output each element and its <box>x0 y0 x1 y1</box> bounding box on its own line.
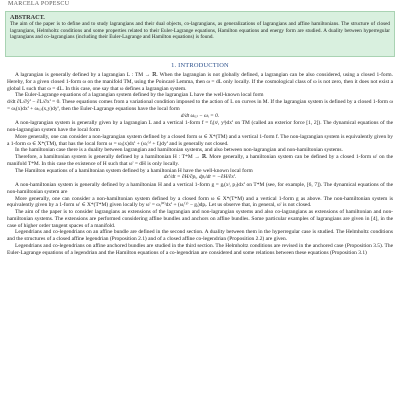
paragraph-5: More generally, one can consider a non-lagrangian system defined by a closed form ω ∈ X*(TM) and a vertical 1-form f. The non-lagrangian system is equivalently given by a 1-form ω ∈ X*(TM), that has the local form ω = ωᵢ(x)dxⁱ + (ωᵢ⁽ᶦ⁾ + fᵢ)dyⁱ and is generally not closed. <box>7 133 393 147</box>
paragraph-9: A non-hamiltonian system is generally defined by a hamiltonian H and a vertical 1-form g = gᵢ(xʲ, pⱼ)dxⁱ on T*M (see, for example, [6, 7]). The dynamical equations of the non-hamiltonian system are <box>7 182 393 195</box>
paragraph-3: d/dt ∂L/∂ẏⁱ − ∂L/∂xⁱ = 0. These equations comes from a variational condition imposed to the action of L on curves in M. If the lagrangian system is defined by a closed 1-form ω = ωᵢ(x)dxⁱ + ω₍ᵢ₎(x,y)dyⁱ, then the Euler-Lagrange equations have the local form <box>7 99 393 112</box>
formula-hamilton: dxⁱ/dt = ∂H/∂pᵢ, dpᵢ/dt = −∂H/∂xⁱ. <box>163 174 237 181</box>
paragraph-12: Legendrians and co-legendrians on an affine bundle are defined in the second section. A duality between them in the hyperregular case is studied. The Helmholtz conditions and the structures of a closed affine legendrian (Proposition 2.1) and of a closed affine co-legendrian (Proposition 2.2) are given. <box>7 229 393 243</box>
paragraph-1: A lagrangian is generally defined by a lagrangian L : TM → ℝ. When the lagrangian is not globally defined, a lagrangian can be also considered, using a closed 1-form. Hereby, for a given closed 1-form ω on the manifold TM, using the Poincaré Lemma, then ω = dL only locally. If the cosmological class of ω is not zero, then it does not exist a global L such that ω = dL. In this case, one say that ω defines a lagrangian system. <box>7 72 393 92</box>
paragraph-6: In the hamiltonian case there is a duality between lagrangian and hamiltonian systems, and also between non-lagrangian and non-hamiltonian systems. <box>15 147 343 154</box>
formula-euler-lagrange: d/dt ω₍ᵢ₎ − ωᵢ = 0. <box>180 112 220 119</box>
abstract-box <box>5 11 395 57</box>
abstract-label: ABSTRACT. <box>10 14 45 21</box>
abstract-text: The aim of the paper is to define and to study lagrangians and their dual objects, co-lagrangians, as generalizations of lagrangians and affine hamiltonians. The structure of closed lagrangians, Helmholtz conditions and some properties related to their Euler-Lagrange equations, Hamilton equations and energy form are studied. A duality between hyperregular lagrangians and co-lagrangians (including their Euler-Lagrange and Hamilton equations) is found. <box>10 21 390 40</box>
paragraph-13: Legendrians and co-legendrians on affine anchored bundles are studied in the third section. The Helmholtz conditions are revised in the anchored case (Proposition 3.5). The Euler-Lagrange equations of a legendrian and the Hamilton equations of a co-legendrian are considered and some relations between these equations (Proposition 3.1) <box>7 242 393 256</box>
paragraph-7: Therefore, a hamiltonian system is generally defined by a hamiltonian H : T*M → ℝ. More generally, a hamiltonian system can be defined by a closed 1-form ω' on the manifold T*M. In this case the existence of H such that ω' = dH is only locally. <box>7 154 393 167</box>
paragraph-8: The Hamilton equations of a hamiltonian system defined by a hamiltonian H have the well-known local form <box>15 167 253 174</box>
paragraph-2: The Euler-Lagrange equations of a lagrangian system defined by the lagrangian L have the well-known local form <box>15 92 264 99</box>
paragraph-11: The aim of the paper is to consider lagrangians as extensions of the lagrangian and non-lagrangian systems and also co-lagrangians as extensions of hamiltonian and non-hamiltonian systems. The extensions are performed considering affine bundles and anchors on affine bundles. Some particular examples of lagrangians are given in [4], in the case of higher order tangent spaces of a manifold. <box>7 209 393 229</box>
paragraph-4: A non-lagrangian system is generally given by a lagrangian L and a vertical 1-form f = fᵢ(xʲ, yʲ)dxⁱ on TM (called an exterior force [1, 2]). The dynamical equations of the non-lagrangian system have the local form <box>7 120 393 134</box>
running-author: MARCELA POPESCU <box>8 1 70 7</box>
paragraph-10: More generally, one can consider a non-hamiltonian system defined by a closed form ω ∈ X*(T*M) and a vertical 1-form g as above. The non-hamiltonian system is equivalently given by a 1-form ω' ∈ X*(T*M) given locally by ω' = ωᵢ⁽⁰⁾dxⁱ + (ωᵢ⁽¹⁾ − gᵢ)dpᵢ. Let us observe that, in general, ω' is not closed. <box>7 195 393 209</box>
body-text <box>7 72 393 256</box>
section-title: 1. INTRODUCTION <box>171 62 229 69</box>
